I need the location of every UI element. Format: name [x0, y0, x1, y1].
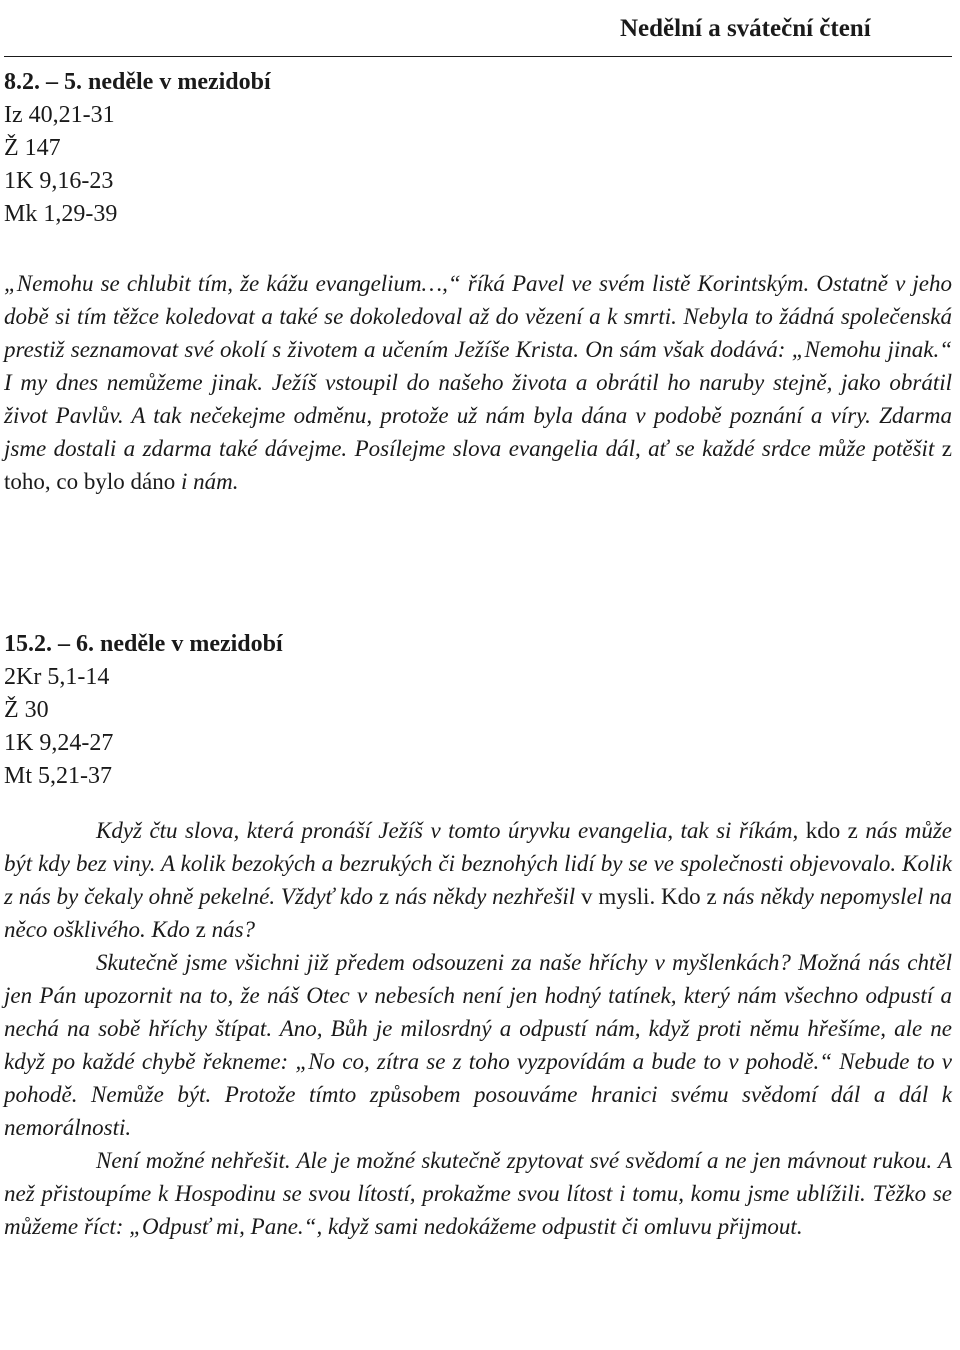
psalm-reference: Ž 147	[4, 135, 61, 161]
italic-text-run: „Nemohu se chlubit tím, že kážu evangelium…,“ říká Pavel ve svém listě Korintským. Ostatně v jeho době si tím těžce koledovat a také se dokoledoval až do vězení a k smrti. Nebyla to žádná společenská prestiž seznamovat své okolí s životem a učením Ježíše Krista. On sám však dodává: „Nemohu jinak.“ I my dnes nemůžeme jinak. Ježíš vstoupil do našeho života a obrátil ho naruby stejně, jako obrátil život Pavlův. A tak nečekejme odměnu, protože už nám byla dána v podobě poznání a víry. Zdarma jsme dostali a zdarma také dávejme. Posílejme slova evangelia dál, ať se každé srdce může potěšit	[4, 271, 952, 461]
reading-reference: 1K 9,24-27	[4, 730, 114, 756]
italic-text-run: Když čtu slova, která pronáší Ježíš v tomto úryvku evangelia, tak si říkám,	[96, 818, 806, 843]
reading-section-1	[4, 66, 952, 498]
italic-text-run: nás někdy nepomyslel na něco ošklivého. Kdo	[4, 884, 952, 942]
reading-reference: 1K 9,16-23	[4, 168, 114, 194]
text-run: z toho, co bylo dáno	[4, 436, 952, 494]
text-run: v mysli. Kdo z	[581, 884, 723, 909]
reflection-paragraph	[4, 1144, 952, 1243]
reflection-text	[4, 814, 952, 1243]
reading-section-2	[4, 628, 952, 1243]
gospel-reference: Mt 5,21-37	[4, 763, 112, 789]
text-run: kdo z	[805, 818, 866, 843]
gospel-reference: Mk 1,29-39	[4, 201, 118, 227]
reading-reference: 2Kr 5,1-14	[4, 664, 110, 690]
reading-reference: Iz 40,21-31	[4, 102, 115, 128]
italic-text-run: nás může být kdy bez viny. A kolik bezokých a bezrukých či beznohých lidí by se ve společnosti objevovalo. Kolik z nás by čekaly ohně pekelné. Vždyť kdo	[4, 818, 952, 909]
italic-text-run: nás?	[211, 917, 256, 942]
italic-text-run: i nám.	[175, 469, 239, 494]
header-title: Nedělní a sváteční čtení	[620, 15, 871, 42]
psalm-reference: Ž 30	[4, 697, 49, 723]
italic-text-run: Není možné nehřešit. Ale je možné skutečně zpytovat své svědomí a ne jen mávnout rukou. A než přistoupíme k Hospodinu se svou lítostí, prokažme svou lítost i tomu, komu jsme ublížili. Těžko se můžeme říct: „Odpusť mi, Pane.“, když sami nedokážeme odpustit či omluvu přijmout.	[4, 1148, 952, 1239]
section-heading: 8.2. – 5. neděle v mezidobí	[4, 69, 271, 95]
reflection-paragraph	[4, 946, 952, 1144]
text-run: z	[195, 917, 212, 942]
reflection-text	[4, 267, 952, 498]
reflection-paragraph	[4, 814, 952, 946]
italic-text-run: Skutečně jsme všichni již předem odsouzeni za naše hříchy v myšlenkách? Možná nás chtěl jen Pán upozornit na to, že náš Otec v nebesích není jen hodný tatínek, který nám všechno odpustí a nechá na sobě hříchy štípat. Ano, Bůh je milosrdný a odpustí nám, když proti němu hřešíme, ale ne když po každé chybě řekneme: „No co, zítra se z toho vyzpovídám a bude to v pohodě.“ Nebude to v pohodě. Nemůže být. Protože tímto způsobem posouváme hranici svému svědomí dál a dál k nemorálnosti.	[4, 950, 952, 1140]
italic-text-run: nás někdy nezhřešil	[394, 884, 581, 909]
running-header	[4, 12, 952, 57]
section-heading: 15.2. – 6. neděle v mezidobí	[4, 631, 283, 657]
reflection-paragraph	[4, 267, 952, 498]
text-run: z	[378, 884, 395, 909]
